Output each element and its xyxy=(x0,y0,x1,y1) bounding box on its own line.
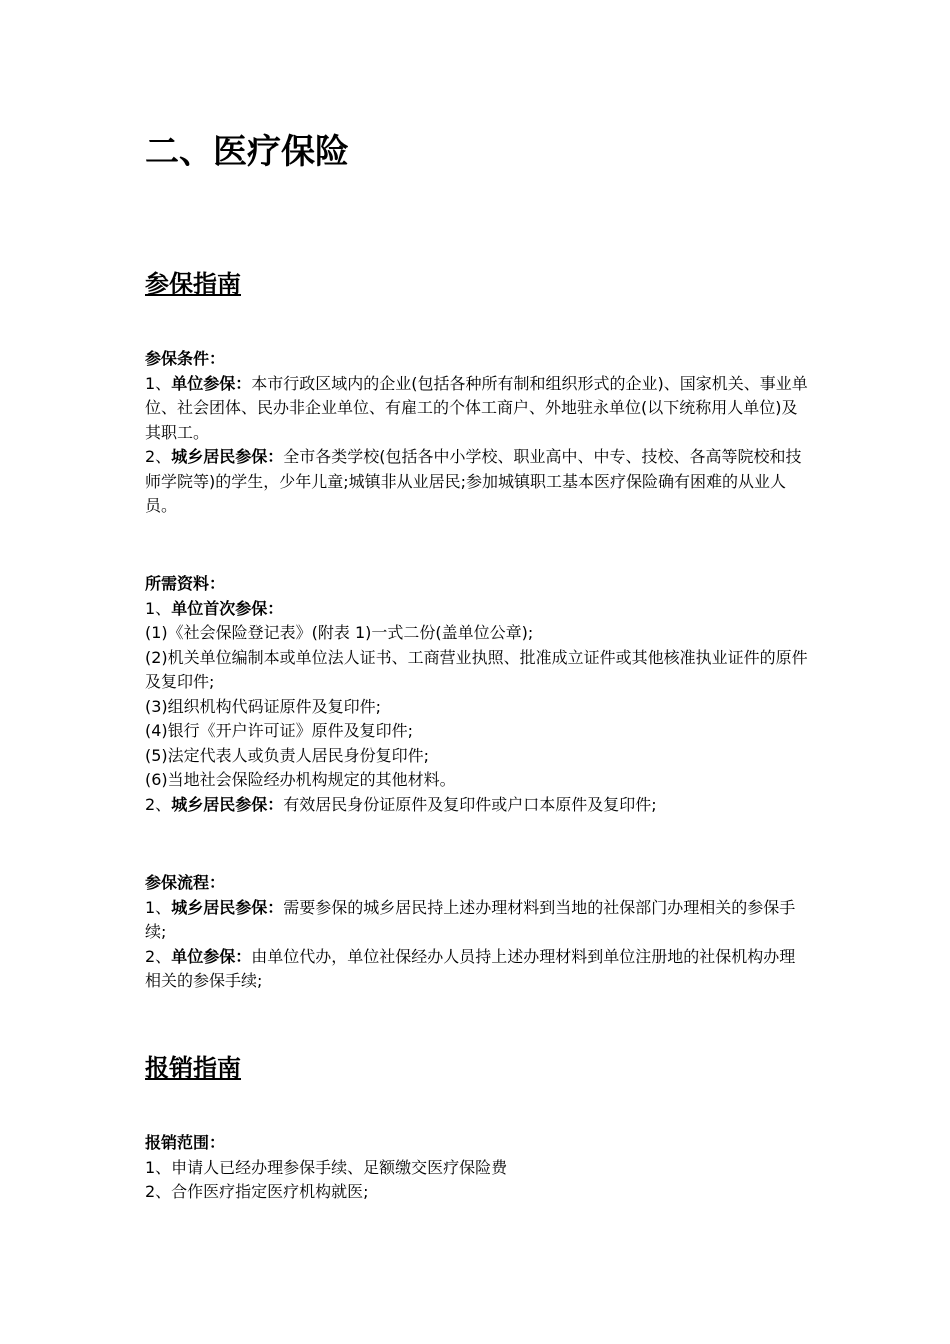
materials-subitem: (3)组织机构代码证原件及复印件; xyxy=(145,696,382,716)
process-item-1-label: 城乡居民参保： xyxy=(171,897,284,917)
condition-item-1-label: 单位参保： xyxy=(171,373,252,393)
materials-item-2 xyxy=(145,793,810,818)
materials-item-2-text: 有效居民身份证原件及复印件或户口本原件及复印件; xyxy=(283,794,657,814)
process-item-1-text: 需要参保的城乡居民持上述办理材料到当地的社保部门办理相关的参保手续; xyxy=(145,897,796,941)
process-item-2-label: 单位参保： xyxy=(171,946,252,966)
condition-item-2 xyxy=(145,445,810,519)
materials-item-2-label: 城乡居民参保： xyxy=(171,794,284,814)
condition-item-1-text: 本市行政区域内的企业(包括各种所有制和组织形式的企业)、国家机关、事业单位、社会团体、民办非企业单位、有雇工的个体工商户、外地驻永单位(以下统称用人单位)及其职工。 xyxy=(145,373,808,442)
enroll-conditions-block xyxy=(145,347,810,519)
materials-item-1-label: 单位首次参保： xyxy=(171,598,284,618)
scope-label: 报销范围： xyxy=(145,1133,226,1152)
materials-item-2-num: 2、 xyxy=(145,794,172,814)
materials-subitem: (4)银行《开户许可证》原件及复印件; xyxy=(145,721,414,740)
process-item-1 xyxy=(145,896,810,945)
process-item-2-text: 由单位代办，单位社保经办人员持上述办理材料到单位注册地的社保机构办理相关的参保手续; xyxy=(145,946,796,990)
section-heading-reimburse-guide: 报销指南 xyxy=(145,1054,241,1082)
condition-item-1-num: 1、 xyxy=(145,373,172,393)
condition-item-1 xyxy=(145,372,810,446)
materials-item-1-num: 1、 xyxy=(145,598,172,618)
condition-item-2-text: 全市各类学校(包括各中小学校、职业高中、中专、技校、各高等院校和技师学院等)的学生，少年儿童;城镇非从业居民;参加城镇职工基本医疗保险确有困难的从业人员。 xyxy=(145,447,802,515)
materials-subitem: (1)《社会保险登记表》(附表 1)一式二份(盖单位公章); xyxy=(145,623,534,642)
process-item-2-num: 2、 xyxy=(145,946,172,966)
scope-item: 2、合作医疗指定医疗机构就医; xyxy=(145,1182,369,1201)
required-materials-block xyxy=(145,572,810,817)
materials-subitem: (5)法定代表人或负责人居民身份复印件; xyxy=(145,745,430,765)
process-label: 参保流程： xyxy=(145,873,226,892)
process-item-1-num: 1、 xyxy=(145,897,172,917)
enroll-process-block xyxy=(145,871,810,994)
materials-label: 所需资料： xyxy=(145,574,226,593)
reimburse-scope-block xyxy=(145,1131,810,1205)
process-item-2 xyxy=(145,945,810,994)
materials-subitem: (6)当地社会保险经办机构规定的其他材料。 xyxy=(145,770,456,789)
scope-item: 1、申请人已经办理参保手续、足额缴交医疗保险费 xyxy=(145,1157,508,1177)
page-title: 二、医疗保险 xyxy=(145,132,349,172)
conditions-label: 参保条件： xyxy=(145,349,226,368)
condition-item-2-label: 城乡居民参保： xyxy=(171,447,284,466)
materials-item-1 xyxy=(145,597,810,622)
condition-item-2-num: 2、 xyxy=(145,447,172,466)
section-heading-enroll-guide: 参保指南 xyxy=(145,270,241,298)
materials-subitem: (2)机关单位编制本或单位法人证书、工商营业执照、批准成立证件或其他核准执业证件的原件及复印件; xyxy=(145,647,808,691)
